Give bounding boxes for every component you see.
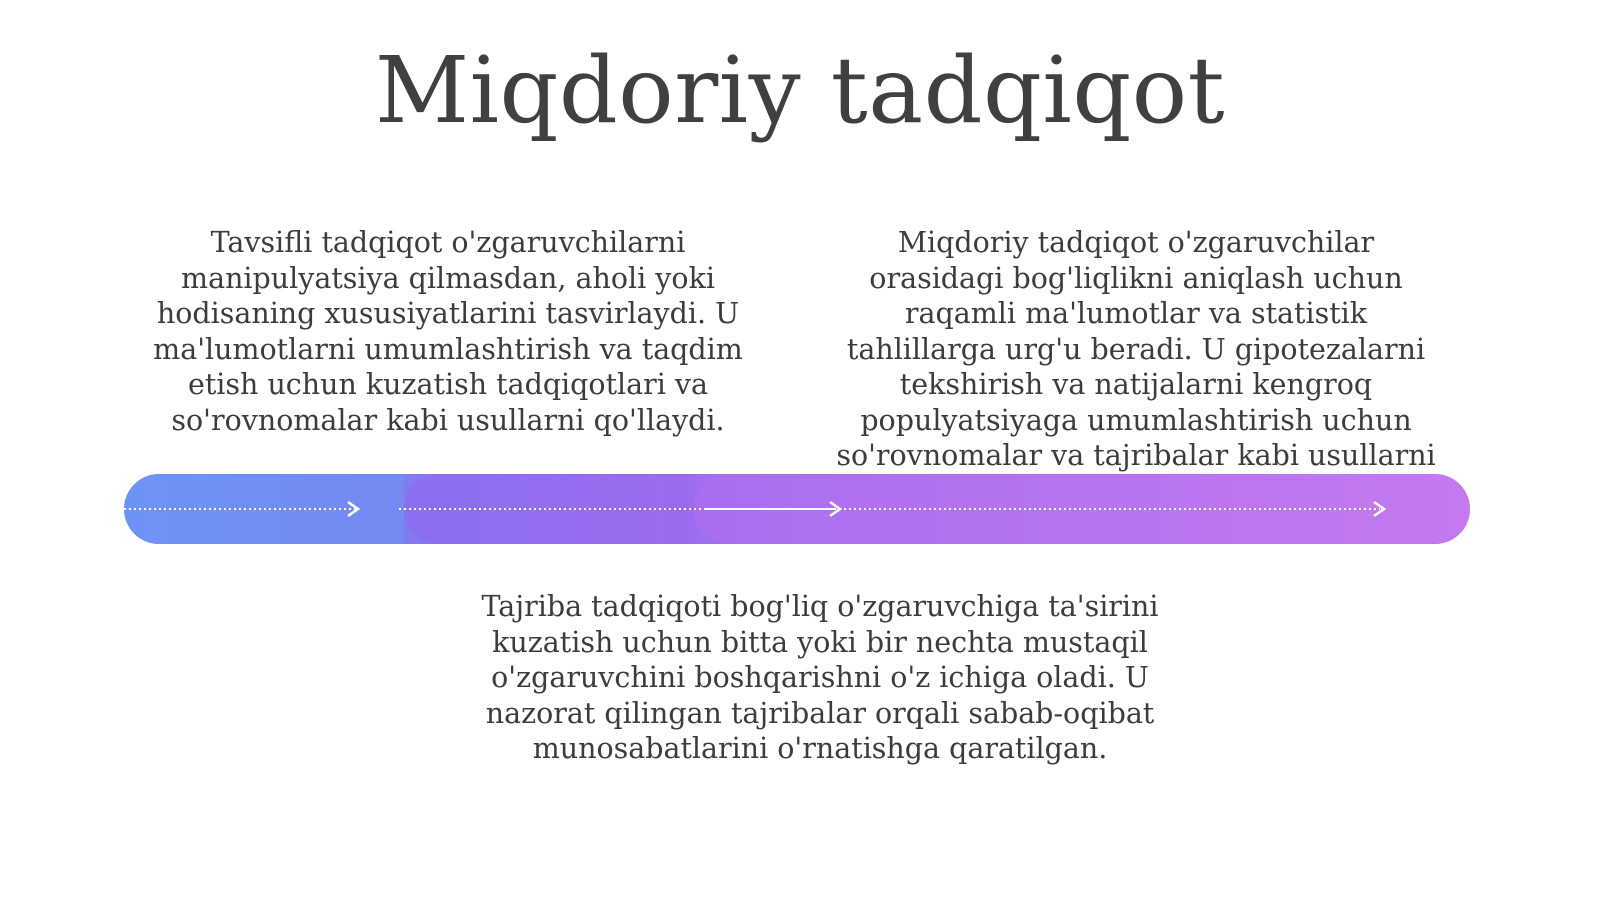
text-block-descriptive: Tavsifli tadqiqot o'zgaruvchilarni manipulyatsiya qilmasdan, aholi yoki hodisaning xususiyatlarini tasvirlaydi. U ma'lumotlarni umumlashtirish va taqdim etish uchun kuzatish tadqiqotlari va so'rovnomalar kabi usullarni qo'llaydi.	[153, 226, 743, 437]
text-block-experimental: Tajriba tadqiqoti bog'liq o'zgaruvchiga ta'sirini kuzatish uchun bitta yoki bir nechta mustaqil o'zgaruvchini boshqarishni o'z ichiga oladi. U nazorat qilingan tajribalar orqali sabab-oqibat munosabatlarini o'rnatishga qaratilgan.	[481, 590, 1159, 765]
timeline-arrows	[124, 474, 1470, 544]
slide-title: Miqdoriy tadqiqot	[374, 37, 1226, 144]
timeline-bar	[124, 474, 1470, 544]
text-block-quantitative: Miqdoriy tadqiqot o'zgaruvchilar orasidagi bog'liqlikni aniqlash uchun raqamli ma'lumotlar va statistik tahlillarga urg'u beradi. U gipotezalarni tekshirish va natijalarni kengroq populyatsiyaga umumlashtirish uchun so'rovnomalar va tajribalar kabi usullarni	[836, 226, 1436, 472]
